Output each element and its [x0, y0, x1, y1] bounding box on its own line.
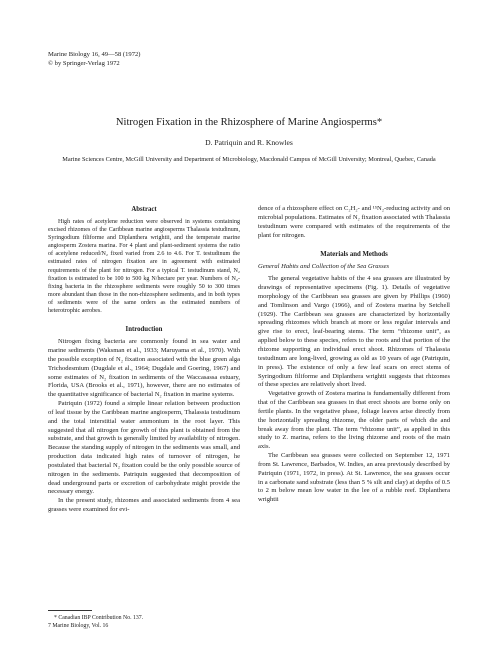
left-column	[48, 205, 240, 515]
paper-authors: D. Patriquin and R. Knowles	[205, 138, 293, 147]
abstract-text: High rates of acetylene reduction were observed in systems containing excised rhizomes of the Caribbean marine angiosperms Thalassia testudinum, Syringodium filiforme and Diplanthera wrightii, and the temperate marine angiosperm Zostera marina. For 4 plant and plant-sediment systems the ratio of acetylene reduced/N₂ fixed varied from 2.6 to 4.6. For T. testudinum the estimated rates of nitrogen fixation are in agreement with estimated requirements of the plant for nitrogen. For a typical T. testudinum stand, N₂ fixation is estimated to be 100 to 500 kg N/hectare per year. Numbers of N₂-fixing bacteria in the rhizosphere sediments were roughly 50 to 300 times more abundant than those in the non-rhizosphere sediments, and in both types of sediments were of the same orders as the estimated numbers of heterotrophic aerobes.	[48, 219, 240, 315]
footnote-text: * Canadian IBP Contribution No. 137.	[54, 615, 144, 621]
paper-title: Nitrogen Fixation in the Rhizosphere of Marine Angiosperms*	[115, 117, 383, 128]
methods-paragraph-2: Vegetative growth of Zostera marina is fundamentally different from that of the Caribbean sea grasses in that erect shoots are borne only on fertile plants. In the vegetative phase, foliage leaves arise directly from the horizontally spreading rhizome, the older parts of which die and break away from the plant. The term “rhizome unit”, as applied in this study to Z. marina, refers to the living rhizome and roots of the main axis.	[258, 390, 450, 451]
footnote-block	[48, 610, 240, 630]
copyright-line: © by Springer-Verlag 1972	[48, 60, 120, 67]
section-gap	[258, 240, 450, 250]
journal-line: Marine Biology 16, 49—58 (1972)	[48, 51, 141, 58]
journal-citation	[48, 50, 450, 68]
methods-paragraph-3: The Caribbean sea grasses were collected on September 12, 1971 from St. Lawrence, Barbados, W. Indies, an area previously described by Patriquin (1971, 1972, in press). At St. Lawrence, the sea grasses occur in a carbonate sand substrate (less than 5 % silt and clay) at depths of 0.5 to 2 m below mean low water in the lee of a rubble reef. Diplanthera wrightii	[258, 452, 450, 504]
intro-paragraph-1: Nitrogen fixing bacteria are commonly found in sea water and marine sediments (Waksman et al., 1933; Maruyama et al., 1970). With the possible exception of N₂ fixation associated with the blue green alga Trichodesmium (Dugdale et al., 1964; Dugdale and Goering, 1967) and some estimates of N₂ fixation in sediments of the Waccasassa estuary, Florida, USA (Brooks et al., 1971), however, there are no estimates of the quantitative significance of bacterial N₂ fixation in marine systems.	[48, 338, 240, 399]
intro-paragraph-3: In the present study, rhizomes and associated sediments from 4 sea grasses were examined for evi-	[48, 497, 240, 514]
footnote-rule	[48, 610, 92, 611]
section-gap	[48, 315, 240, 325]
methods-heading: Materials and Methods	[320, 251, 388, 259]
author-affiliation: Marine Sciences Centre, McGill University and Department of Microbiology, Macdonald Campus of McGill University; Montreal, Quebec, Canada	[62, 156, 436, 163]
intro-continuation: dence of a rhizosphere effect on C₂H₂- and ¹⁵N₂-reducing activity and on microbial populations. Estimates of N₂ fixation associated with Thalassia testudinum were compared with estimates of the requirements of the plant for nitrogen.	[258, 205, 450, 239]
introduction-heading: Introduction	[125, 326, 163, 334]
page-marker: 7 Marine Biology, Vol. 16	[48, 623, 109, 629]
right-column	[258, 205, 450, 515]
body-columns	[48, 205, 450, 515]
abstract-heading: Abstract	[131, 206, 157, 213]
methods-paragraph-1: The general vegetative habits of the 4 sea grasses are illustrated by drawings of representative specimens (Fig. 1). Details of vegetative morphology of the Caribbean sea grasses are given by Phillips (1960) and Tomlinson and Vargo (1966), and of Zostera marina by Setchell (1929). The Caribbean sea grasses are characterized by horizontally spreading rhizomes which branch at more or less regular intervals and give rise to erect, leaf-bearing stems. The term “rhizome unit”, as applied below to these species, refers to the roots and that portion of the rhizome supporting an individual erect shoot. Rhizomes of Thalassia testudinum are long-lived, growing as old as 10 years of age (Patriquin, in press). The existence of only a few leaf scars on erect stems of Syringodium filiforme and Diplanthera wrightii suggests that rhizomes of these species are relatively short lived.	[258, 275, 450, 389]
habits-subheading: General Habits and Collection of the Sea Grasses	[258, 263, 390, 271]
intro-paragraph-2: Patriquin (1972) found a simple linear relation between production of leaf tissue by the Caribbean marine angiosperm, Thalassia testudinum and the total interstitial water ammonium in the root layer. This suggested that all nitrogen for growth of this plant is obtained from the substrate, and that growth is generally limited by availability of nitrogen. Because the standing supply of nitrogen in the sediments was small, and production data indicated high rates of turnover of nitrogen, he postulated that bacterial N₂ fixation could be the only possible source of nitrogen in the sediments. Patriquin suggested that decomposition of dead underground parts or excretion of carbohydrate might provide the necessary energy.	[48, 400, 240, 496]
